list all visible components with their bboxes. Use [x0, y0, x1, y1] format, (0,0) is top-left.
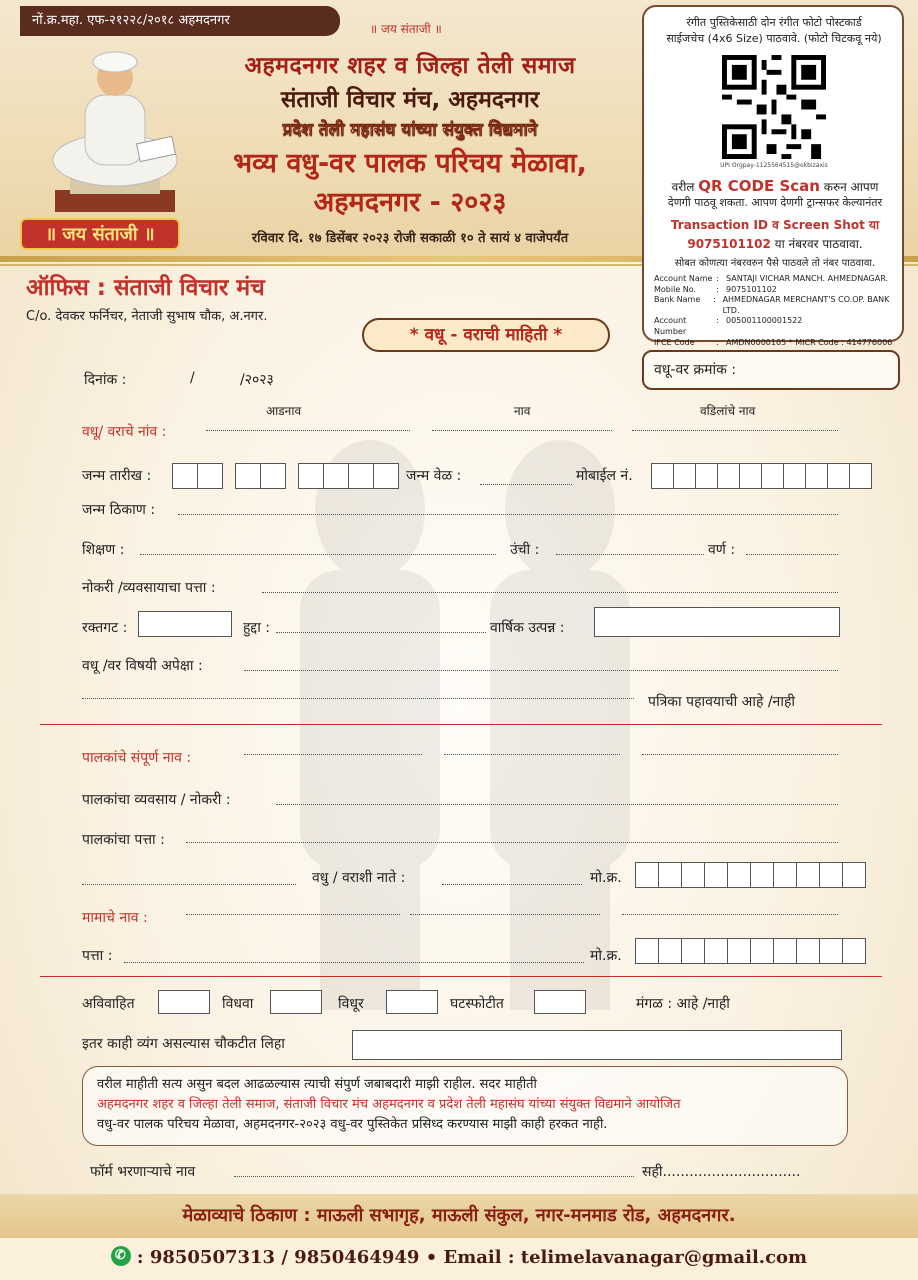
- separator-bullet: •: [425, 1247, 438, 1268]
- declaration-line3: वधु-वर पालक परिचय मेळावा, अहमदनगर-२०२३ वधु-वर पुस्तिकेत प्रसिध्द करण्यास माझी काही हरकत नाही.: [97, 1117, 608, 1132]
- whatsapp-number-rest: या नंबरवर पाठवावा.: [770, 237, 863, 251]
- dob-label: जन्म तारीख :: [82, 468, 152, 484]
- donation-note: देणगी पाठवू शकता. आपण देणगी ट्रान्सफर केल्यानंतर: [667, 196, 883, 209]
- horoscope-option[interactable]: पत्रिका पहावयाची आहे /नाही: [648, 694, 796, 710]
- divorced-checkbox[interactable]: [534, 990, 586, 1014]
- bank-value: SANTAJI VICHAR MANCH. AHMEDNAGAR.: [726, 274, 889, 283]
- registration-number: नों.क्र.महा. एफ-२१२२८/२०१८ अहमदनगर: [20, 6, 340, 36]
- whatsapp-icon: [111, 1246, 131, 1266]
- dob-day-cells[interactable]: [173, 463, 223, 489]
- parent-job-input[interactable]: [276, 804, 838, 805]
- bank-row: IFCE Code : AMDN0000105 * MICR Code : 414776006: [654, 337, 893, 347]
- parent-mobile-label: मो.क्र.: [590, 870, 622, 886]
- parent-address-input-line2[interactable]: [82, 884, 296, 885]
- mobile-label: मोबाईल नं.: [576, 468, 633, 484]
- office-address: C/o. देवकर फर्निचर, नेताजी सुभाष चौक, अ.नगर.: [26, 309, 268, 324]
- serial-number-label: वधू-वर क्रमांक :: [654, 362, 737, 378]
- father-name-input[interactable]: [632, 430, 838, 431]
- title-mahasangh: प्रदेश तेली महासंघ यांच्या संयुक्त विद्यमाने: [282, 120, 538, 140]
- surname-input[interactable]: [206, 430, 410, 431]
- dob-month-cells[interactable]: [236, 463, 286, 489]
- bank-details: [654, 274, 900, 348]
- education-label: शिक्षण :: [82, 542, 125, 558]
- scan-qr-text: QR CODE Scan: [698, 177, 820, 195]
- jay-santaji-badge: ॥ जय संताजी ॥: [20, 218, 180, 250]
- blood-group-label: रक्तगट :: [82, 620, 128, 636]
- uncle-address-label: पत्ता :: [82, 948, 113, 964]
- post-input[interactable]: [276, 632, 486, 633]
- uncle-name-input[interactable]: [410, 914, 600, 915]
- bank-key: Account Name: [654, 274, 713, 283]
- bank-key: Bank Name: [654, 295, 701, 305]
- expectations-label: वधू /वर विषयी अपेक्षा :: [82, 658, 203, 674]
- bride-groom-name-label: वधू/ वराचे नांव :: [82, 424, 167, 440]
- blood-group-input[interactable]: [138, 611, 232, 637]
- declaration-line1: वरील माहीती सत्य असुन बदल आढळल्यास त्याची संपुर्ण जबाबदारी माझी राहील. सदर माहीती: [97, 1077, 537, 1092]
- bank-value: AMDN0000105 * MICR Code : 414776006: [726, 337, 893, 347]
- form-filler-input[interactable]: [234, 1176, 634, 1177]
- phone-numbers[interactable]: : 9850507313 / 9850464949: [136, 1247, 420, 1268]
- job-address-input[interactable]: [262, 592, 838, 593]
- first-name-input[interactable]: [432, 430, 612, 431]
- relation-input[interactable]: [442, 884, 582, 885]
- transaction-note: Transaction ID व Screen Shot या: [670, 218, 880, 232]
- widower-label: विधूर: [338, 996, 364, 1012]
- date-label: दिनांक :: [84, 372, 127, 388]
- uncle-surname-input[interactable]: [186, 914, 400, 915]
- bank-row: Account Name : SANTAJI VICHAR MANCH. AHMEDNAGAR.: [654, 274, 889, 283]
- scan-post: करुन आपण: [819, 180, 879, 194]
- whatsapp-number: 9075101102: [687, 237, 771, 251]
- disability-label: इतर काही व्यंग असल्यास चौकटीत लिहा: [82, 1036, 285, 1052]
- contact-bar: [0, 1238, 918, 1280]
- uncle-mobile-label: मो.क्र.: [590, 948, 622, 964]
- widower-checkbox[interactable]: [386, 990, 438, 1014]
- bank-key: Mobile No.: [654, 284, 697, 294]
- form-filler-label: फॉर्म भरणाऱ्याचे नाव: [90, 1164, 196, 1180]
- parent-address-label: पालकांचा पत्ता :: [82, 832, 165, 848]
- background-deity-watermark: [200, 400, 720, 1020]
- scan-pre: वरील: [671, 180, 699, 194]
- birth-place-input[interactable]: [178, 514, 838, 515]
- date-slash: /: [190, 370, 195, 386]
- parent-address-input[interactable]: [186, 842, 838, 843]
- qr-code-icon[interactable]: [722, 55, 826, 159]
- serial-number-field[interactable]: [642, 350, 900, 390]
- bank-value: 9075101102: [726, 284, 777, 294]
- title-year: अहमदनगर - २०२३: [313, 187, 507, 218]
- signature-field[interactable]: सही...............................: [642, 1164, 801, 1180]
- height-label: उंची :: [510, 542, 540, 558]
- bank-value: AHMEDNAGAR MERCHANT'S CO.OP. BANK LTD.: [722, 295, 890, 315]
- complexion-label: वर्ण :: [708, 542, 736, 558]
- mobile-cells[interactable]: [652, 463, 872, 489]
- mangal-option[interactable]: मंगळ : आहे /नाही: [636, 996, 730, 1012]
- height-input[interactable]: [556, 554, 704, 555]
- event-date-line: रविवार दि. १७ डिसेंबर २०२३ रोजी सकाळी १० ते सायं ४ वाजेपर्यंत: [251, 231, 569, 246]
- name-sublabel: नाव: [514, 404, 531, 418]
- unmarried-checkbox[interactable]: [158, 990, 210, 1014]
- annual-income-input[interactable]: [594, 607, 840, 637]
- jay-santaji-top: ॥ जय संताजी ॥: [370, 22, 442, 36]
- job-address-label: नोकरी /व्यवसायाचा पत्ता :: [82, 580, 216, 596]
- dob-year-cells[interactable]: [299, 463, 399, 489]
- scan-instruction: [652, 177, 898, 195]
- section-divider: [40, 976, 882, 977]
- birth-place-label: जन्म ठिकाण :: [82, 502, 156, 518]
- birth-time-input[interactable]: [480, 484, 572, 485]
- date-year: /२०२३: [240, 372, 274, 388]
- declaration-box: [82, 1066, 848, 1146]
- section-divider: [40, 724, 882, 725]
- payment-box: [642, 5, 904, 347]
- uncle-mobile-cells[interactable]: [636, 938, 866, 964]
- annual-income-label: वार्षिक उत्पन्न :: [490, 620, 565, 636]
- photo-note: [654, 15, 894, 47]
- father-name-sublabel: वडिलांचे नाव: [700, 404, 756, 418]
- maternal-uncle-label: मामाचे नाव :: [82, 910, 148, 926]
- parent-mobile-cells[interactable]: [636, 862, 866, 888]
- uncle-father-input[interactable]: [622, 914, 838, 915]
- sender-number-note: सोबत कोणत्या नंबरवरुन पैसे पाठवले तो नंबर पाठवावा.: [674, 258, 876, 269]
- birth-time-label: जन्म वेळ :: [406, 468, 462, 484]
- bank-row: Bank Name : AHMEDNAGAR MERCHANT'S CO.OP. BANK LTD.: [654, 295, 900, 316]
- title-melava: भव्य वधु-वर पालक परिचय मेळावा,: [233, 148, 587, 179]
- parent-name-input[interactable]: [444, 754, 620, 755]
- email-link[interactable]: Email : telimelavanagar@gmail.com: [443, 1247, 808, 1268]
- bank-value: 005001100001522: [726, 316, 803, 326]
- widow-label: विधवा: [222, 996, 254, 1012]
- bank-key: IFCE Code: [654, 337, 695, 347]
- saint-illustration-icon: [40, 40, 190, 220]
- uncle-address-input[interactable]: [124, 962, 584, 963]
- bank-key: Account Number: [654, 316, 687, 336]
- photo-note-line2: साईजचेच (4x6 Size) पाठवावे. (फोटो चिटकवू नये): [666, 32, 882, 45]
- parent-name-label: पालकांचे संपूर्ण नाव :: [82, 750, 192, 766]
- complexion-input[interactable]: [746, 554, 838, 555]
- declaration-line2: अहमदनगर शहर व जिल्हा तेली समाज, संताजी विचार मंच अहमदनगर व प्रदेश तेली महासंघ यांच्या संयुक्त विद्यमाने आयोजित: [97, 1097, 681, 1112]
- upi-id: UPI Orgpay-1125564515@okbizaxis: [720, 162, 828, 169]
- education-input[interactable]: [140, 554, 496, 555]
- expectations-input-line2[interactable]: [82, 698, 634, 699]
- expectations-input[interactable]: [244, 670, 838, 671]
- relation-label: वधु / वराशी नाते :: [312, 870, 406, 886]
- parent-job-label: पालकांचा व्यवसाय / नोकरी :: [82, 792, 231, 808]
- bank-row: Mobile No. : 9075101102: [654, 284, 777, 294]
- post-label: हुद्दा :: [243, 620, 271, 636]
- bank-row: Account Number : 005001100001522: [654, 316, 803, 336]
- divorced-label: घटस्फोटीत: [450, 996, 504, 1012]
- widow-checkbox[interactable]: [270, 990, 322, 1014]
- title-manch: संताजी विचार मंच, अहमदनगर: [280, 87, 540, 113]
- whatsapp-number-note: [652, 235, 898, 252]
- unmarried-label: अविवाहित: [82, 996, 135, 1012]
- disability-input[interactable]: [352, 1030, 842, 1060]
- office-title: ऑफिस : संताजी विचार मंच: [26, 275, 265, 301]
- section-title-pill: * वधू - वराची माहिती *: [362, 318, 610, 352]
- title-samaj: अहमदनगर शहर व जिल्हा तेली समाज: [244, 53, 576, 79]
- photo-note-line1: रंगीत पुस्तिकेसाठी दोन रंगीत फोटो पोस्टकार्ड: [686, 16, 862, 29]
- venue-bar: मेळाव्याचे ठिकाण : माऊली सभागृह, माऊली संकुल, नगर-मनमाड रोड, अहमदनगर.: [0, 1194, 918, 1238]
- parent-surname-input[interactable]: [244, 754, 422, 755]
- parent-father-input[interactable]: [642, 754, 838, 755]
- surname-sublabel: आडनाव: [266, 404, 302, 418]
